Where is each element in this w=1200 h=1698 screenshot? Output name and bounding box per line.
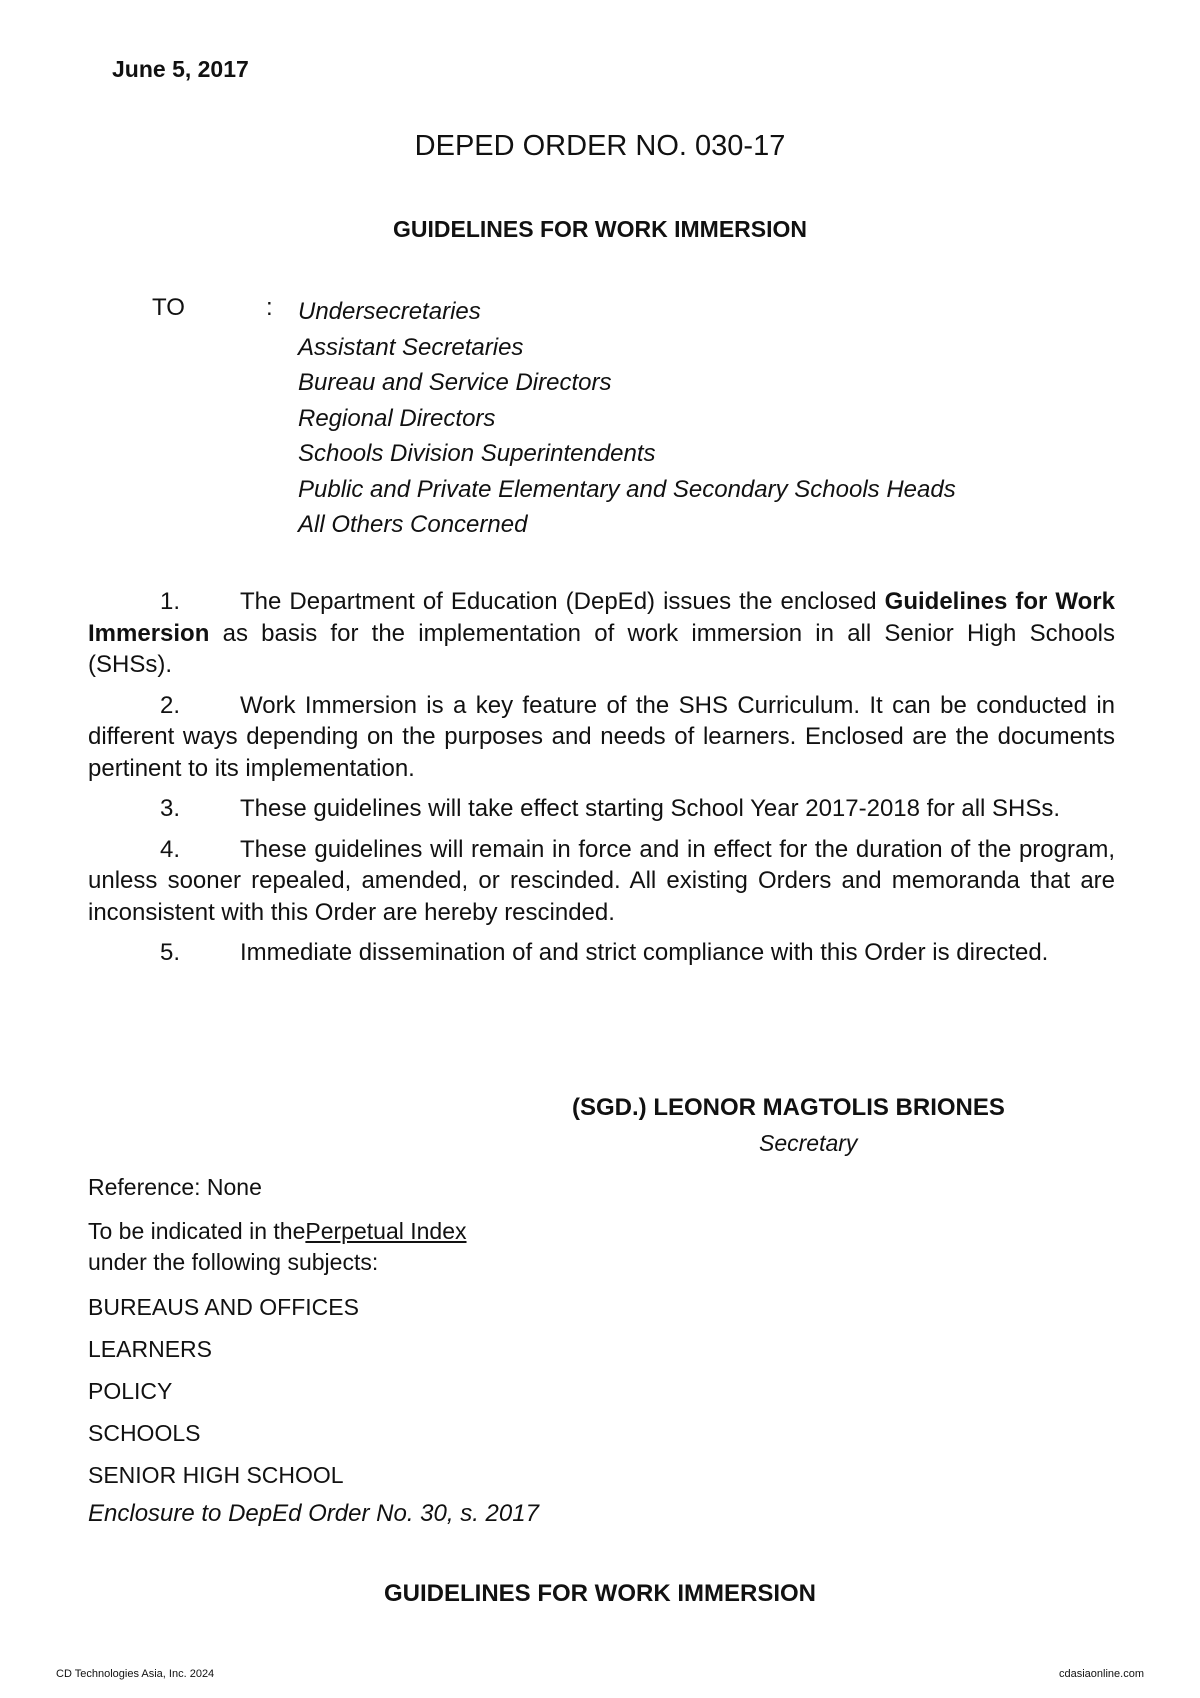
- order-number: DEPED ORDER NO. 030-17: [414, 130, 786, 162]
- paragraph-number: 2.: [160, 691, 181, 719]
- subject-item: SCHOOLS: [88, 1420, 201, 1446]
- subject-item: LEARNERS: [88, 1336, 212, 1362]
- paragraph-text: as basis for the implementation of work immersion in all Senior High Schools (SHSs).: [88, 619, 1115, 678]
- paragraph-text: The Department of Education (DepEd) issues the enclosed: [240, 588, 885, 615]
- paragraph-4: [88, 834, 1115, 929]
- to-colon: :: [266, 294, 273, 321]
- perpetual-index-note: [88, 1216, 467, 1278]
- paragraph-number: 5.: [160, 939, 181, 966]
- order-date: June 5, 2017: [112, 56, 249, 82]
- to-label: TO: [152, 294, 185, 321]
- reference-line: Reference: None: [88, 1174, 262, 1200]
- subject-item: SENIOR HIGH SCHOOL: [88, 1462, 344, 1488]
- signatory-name: (SGD.) LEONOR MAGTOLIS BRIONES: [572, 1094, 1005, 1121]
- perpetual-index-link[interactable]: Perpetual Index: [305, 1218, 467, 1244]
- paragraph-2: [88, 690, 1115, 785]
- paragraph-1: [88, 586, 1115, 681]
- footer-website: cdasiaonline.com: [1059, 1668, 1144, 1680]
- paragraph-3: [88, 793, 1115, 825]
- perpetual-index-prefix: To be indicated in the: [88, 1218, 306, 1244]
- signatory-title: Secretary: [759, 1130, 858, 1156]
- paragraph-number: 4.: [160, 835, 181, 863]
- paragraph-number: 1.: [160, 588, 181, 615]
- guidelines-title: GUIDELINES FOR WORK IMMERSION: [384, 1580, 816, 1607]
- paragraph-number: 3.: [160, 795, 181, 822]
- recipient-item: Regional Directors: [298, 404, 496, 432]
- document-title: GUIDELINES FOR WORK IMMERSION: [393, 216, 807, 242]
- recipient-item: All Others Concerned: [298, 511, 528, 538]
- enclosure-heading: Enclosure to DepEd Order No. 30, s. 2017: [88, 1500, 539, 1527]
- paragraph-text: Immediate dissemination of and strict compliance with this Order is directed.: [240, 939, 1049, 966]
- perpetual-index-line2: under the following subjects:: [88, 1249, 379, 1275]
- recipient-item: Undersecretaries: [298, 298, 481, 325]
- paragraph-text: These guidelines will take effect starting School Year 2017-2018 for all SHSs.: [240, 795, 1061, 822]
- recipient-item: Assistant Secretaries: [298, 333, 524, 361]
- paragraph-bold-text: Guidelines for Work Immersion: [88, 588, 1115, 647]
- recipient-item: Bureau and Service Directors: [298, 369, 612, 396]
- subject-item: POLICY: [88, 1378, 173, 1404]
- recipient-item: Schools Division Superintendents: [298, 440, 656, 467]
- footer-copyright: CD Technologies Asia, Inc. 2024: [56, 1668, 215, 1680]
- subject-item: BUREAUS AND OFFICES: [88, 1294, 359, 1320]
- subject-list: [88, 1286, 359, 1496]
- recipient-item: Public and Private Elementary and Secondary Schools Heads: [298, 475, 956, 503]
- order-body: [88, 586, 1115, 978]
- paragraph-text: These guidelines will remain in force and in effect for the duration of the program, unless sooner repealed, amended, or rescinded. All existing Orders and memoranda that are inconsistent with this Order are hereby rescinded.: [88, 835, 1115, 926]
- recipient-list: [298, 294, 956, 543]
- paragraph-5: [88, 937, 1115, 969]
- paragraph-text: Work Immersion is a key feature of the SHS Curriculum. It can be conducted in different ways depending on the purposes and needs of learners. Enclosed are the documents pertinent to its implementation.: [88, 691, 1115, 782]
